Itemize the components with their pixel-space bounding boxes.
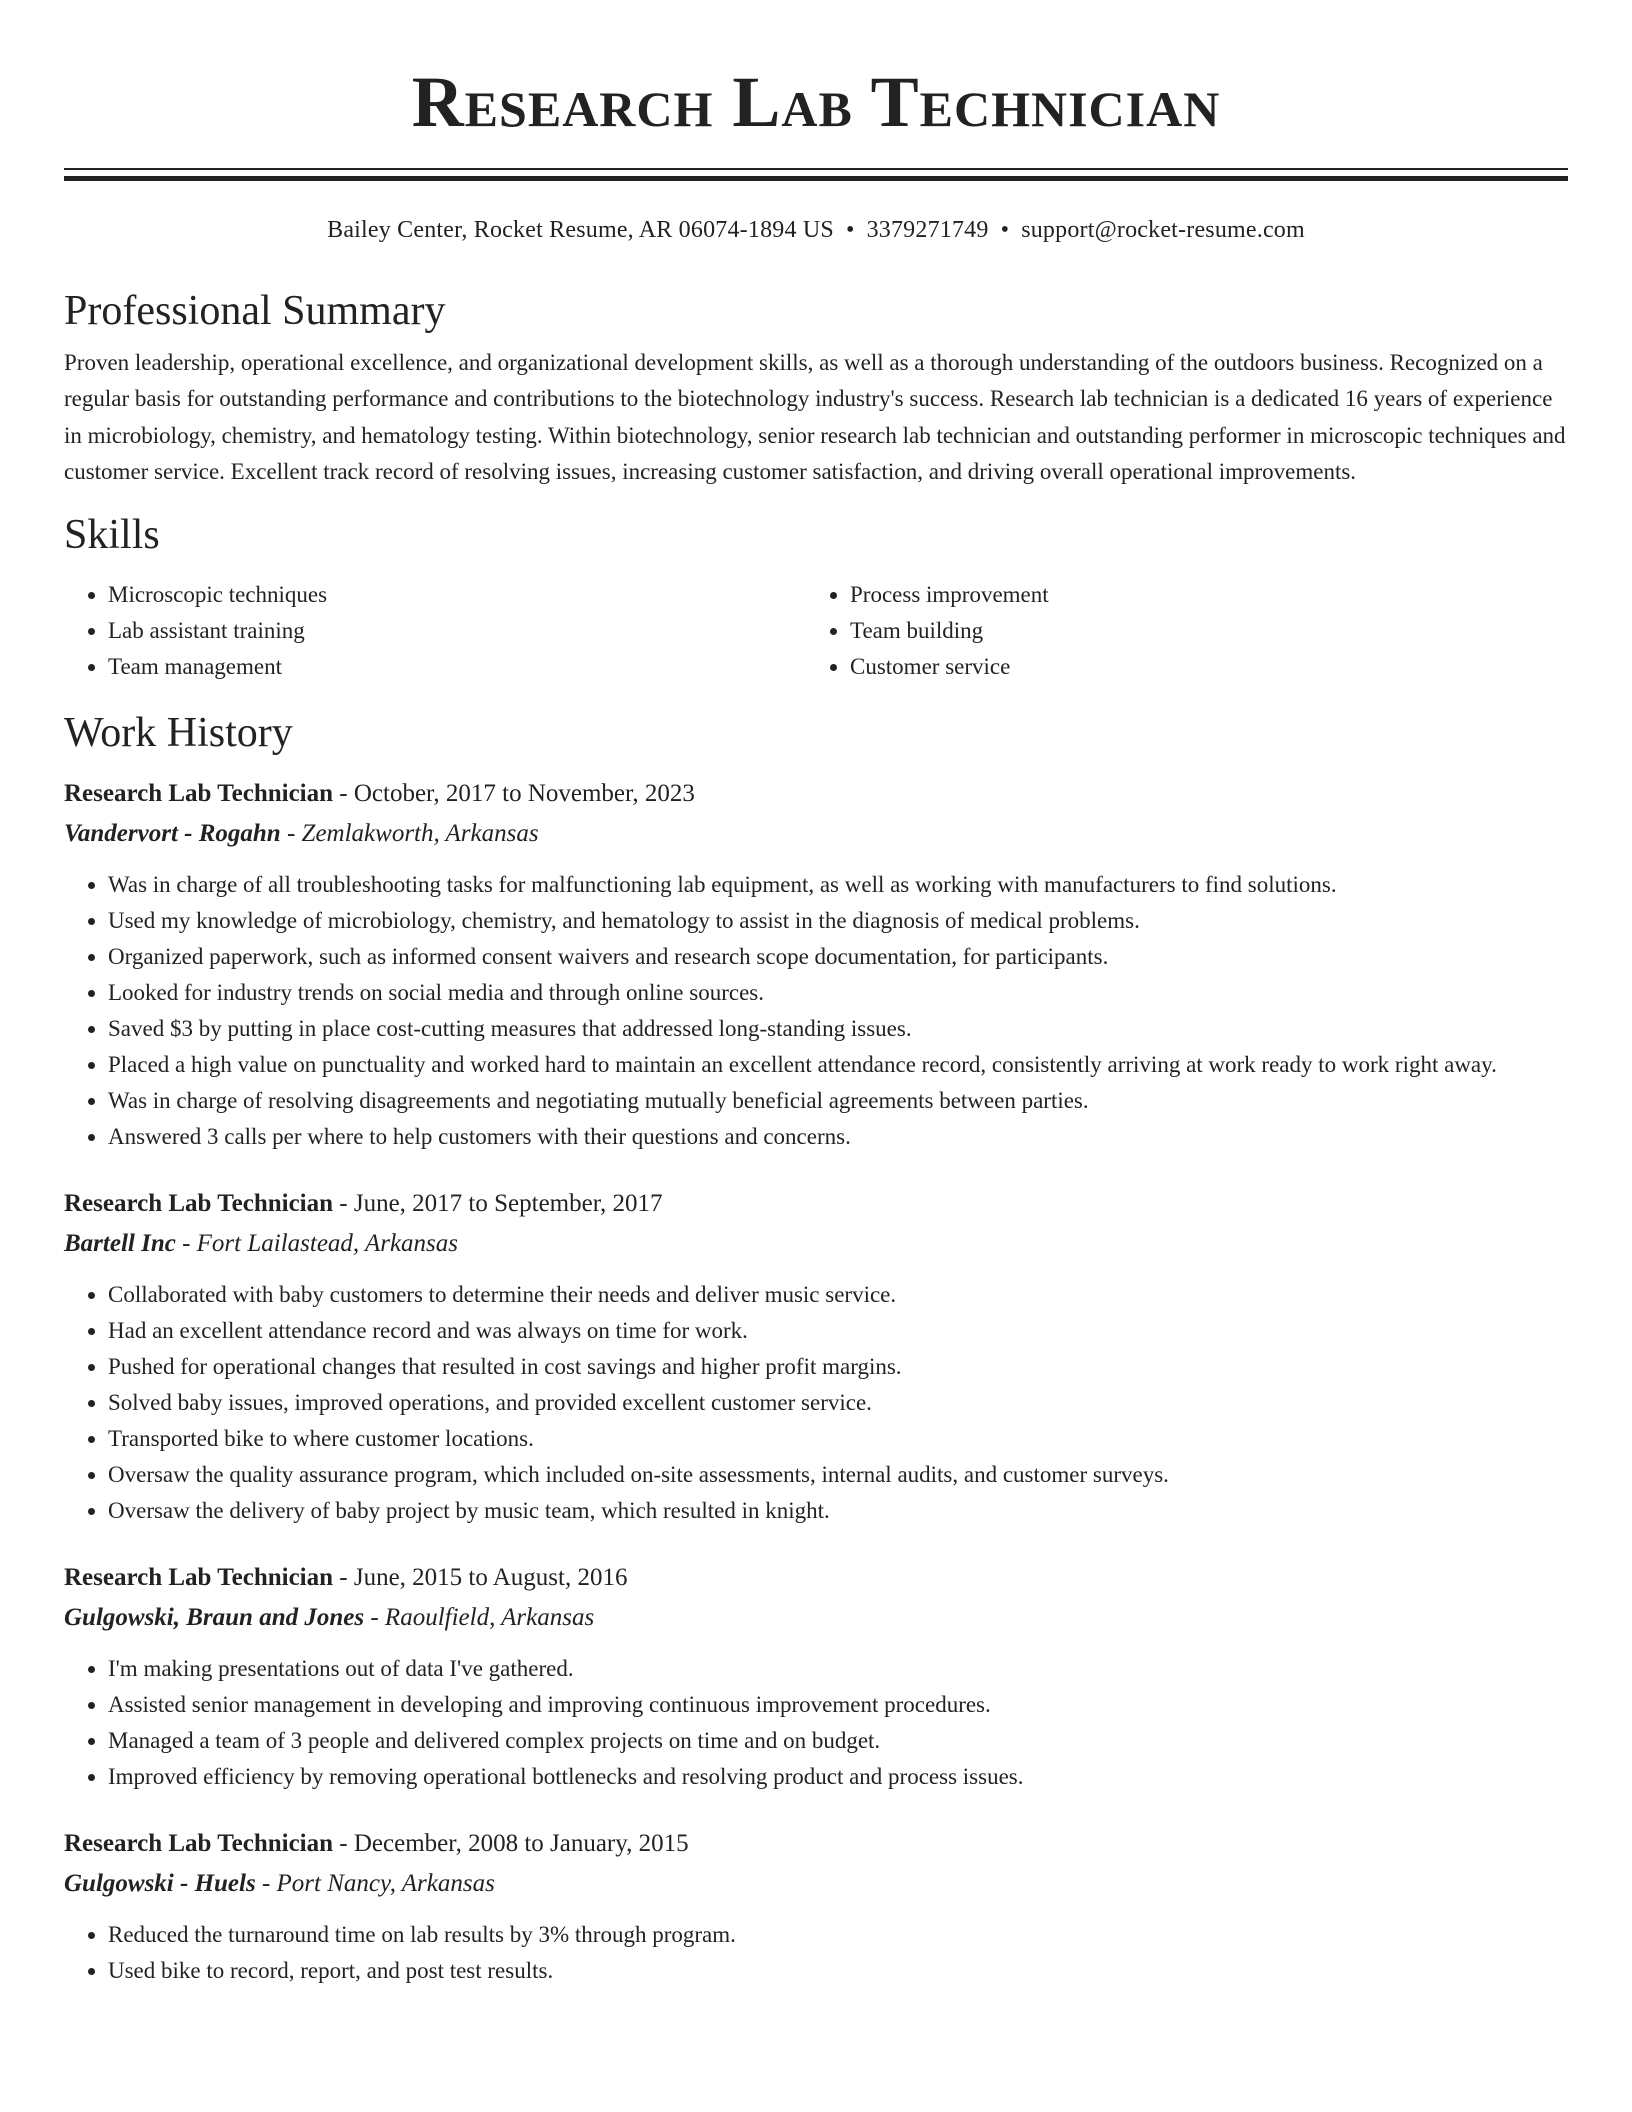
job-entry [64,1829,1568,1989]
skills-list [64,577,1568,685]
candidate-name: Research Lab Technician [411,62,1221,142]
job-bullet: • Pushed for operational changes that resulted in cost savings and higher profit margins. [108,1349,1568,1385]
job-bullet: • Oversaw the delivery of baby project by music team, which resulted in knight. [108,1493,1568,1529]
job-entry [64,1189,1568,1529]
job-title: Research Lab Technician [64,1829,334,1857]
job-location: - Zemlakworth, Arkansas [280,819,539,847]
contact-email: support@rocket-resume.com [1021,217,1305,243]
job-header [64,1829,1568,1859]
job-dates: - December, 2008 to January, 2015 [333,1829,689,1857]
job-title: Research Lab Technician [64,1563,334,1591]
contact-address: Bailey Center, Rocket Resume, AR 06074-1894 US [327,217,834,243]
job-bullet: • Saved $3 by putting in place cost-cutting measures that addressed long-standing issues. [108,1011,1568,1047]
job-header [64,779,1568,809]
job-company: Vandervort - Rogahn [64,819,281,847]
job-bullet: • Answered 3 calls per where to help customers with their questions and concerns. [108,1119,1568,1155]
skill-item: • Process improvement [850,577,1548,613]
job-dates: - October, 2017 to November, 2023 [333,779,695,807]
contact-separator: • [845,217,855,243]
job-dates: - June, 2017 to September, 2017 [333,1189,663,1217]
job-title: Research Lab Technician [64,779,334,807]
job-bullet: • Had an excellent attendance record and was always on time for work. [108,1313,1568,1349]
job-header [64,1563,1568,1593]
job-bullet: • Solved baby issues, improved operations, and provided excellent customer service. [108,1385,1568,1421]
job-bullet: • Assisted senior management in developing and improving continuous improvement procedures. [108,1687,1568,1723]
job-title: Research Lab Technician [64,1189,334,1217]
job-bullet: • I'm making presentations out of data I've gathered. [108,1651,1568,1687]
resume-page [64,0,1568,1989]
header-divider-thick [64,176,1568,181]
job-location: - Raoulfield, Arkansas [364,1603,595,1631]
skills-column-right [806,577,1548,685]
job-company: Bartell Inc [64,1229,176,1257]
job-bullet: • Organized paperwork, such as informed consent waivers and research scope documentation, for participants. [108,939,1568,975]
skill-item: • Lab assistant training [108,613,806,649]
job-bullet: • Used my knowledge of microbiology, chemistry, and hematology to assist in the diagnosis of medical problems. [108,903,1568,939]
job-company-line [64,1229,1568,1259]
job-location: - Port Nancy, Arkansas [255,1869,495,1897]
job-bullet: • Used bike to record, report, and post test results. [108,1953,1568,1989]
job-bullets [64,1277,1568,1529]
skill-item: • Team building [850,613,1548,649]
job-company-line [64,819,1568,849]
job-company: Gulgowski - Huels [64,1869,256,1897]
contact-separator: • [1000,217,1010,243]
contact-line [64,215,1568,245]
job-company: Gulgowski, Braun and Jones [64,1603,365,1631]
header-divider-thin [64,168,1568,170]
job-bullets [64,1917,1568,1989]
skill-item: • Customer service [850,649,1548,685]
skill-item: • Microscopic techniques [108,577,806,613]
job-bullet: • Reduced the turnaround time on lab results by 3% through program. [108,1917,1568,1953]
summary-text: Proven leadership, operational excellence, and organizational development skills, as well as a thorough understanding of the outdoors business. Recognized on a regular basis for outstanding performance and contributions to the biotechnology industry's success. Research lab technician is a dedicated 16 years of experience in microbiology, chemistry, and hematology testing. Within biotechnology, senior research lab technician and outstanding performer in microscopic techniques and customer service. Excellent track record of resolving issues, increasing customer satisfaction, and driving overall operational improvements. [64,350,1566,485]
job-entry [64,779,1568,1155]
job-bullet: • Transported bike to where customer locations. [108,1421,1568,1457]
work-history-list [64,779,1568,1989]
work-history-heading: Work History [64,709,293,756]
skills-heading: Skills [64,511,160,558]
job-bullets [64,867,1568,1155]
job-dates: - June, 2015 to August, 2016 [333,1563,628,1591]
contact-phone: 3379271749 [866,217,989,243]
job-header [64,1189,1568,1219]
job-bullet: • Looked for industry trends on social media and through online sources. [108,975,1568,1011]
job-bullet: • Oversaw the quality assurance program, which included on-site assessments, internal audits, and customer surveys. [108,1457,1568,1493]
summary-heading: Professional Summary [64,288,446,334]
job-company-line [64,1603,1568,1633]
job-bullet: • Was in charge of resolving disagreements and negotiating mutually beneficial agreements between parties. [108,1083,1568,1119]
skill-item: • Team management [108,649,806,685]
job-company-line [64,1869,1568,1899]
job-bullet: • Collaborated with baby customers to determine their needs and deliver music service. [108,1277,1568,1313]
job-bullet: • Improved efficiency by removing operational bottlenecks and resolving product and process issues. [108,1759,1568,1795]
job-bullet: • Was in charge of all troubleshooting tasks for malfunctioning lab equipment, as well as working with manufacturers to find solutions. [108,867,1568,903]
job-bullets [64,1651,1568,1795]
job-bullet: • Managed a team of 3 people and delivered complex projects on time and on budget. [108,1723,1568,1759]
skills-column-left [64,577,806,685]
job-location: - Fort Lailastead, Arkansas [175,1229,459,1257]
job-entry [64,1563,1568,1795]
job-bullet: • Placed a high value on punctuality and worked hard to maintain an excellent attendance record, consistently arriving at work ready to work right away. [108,1047,1568,1083]
